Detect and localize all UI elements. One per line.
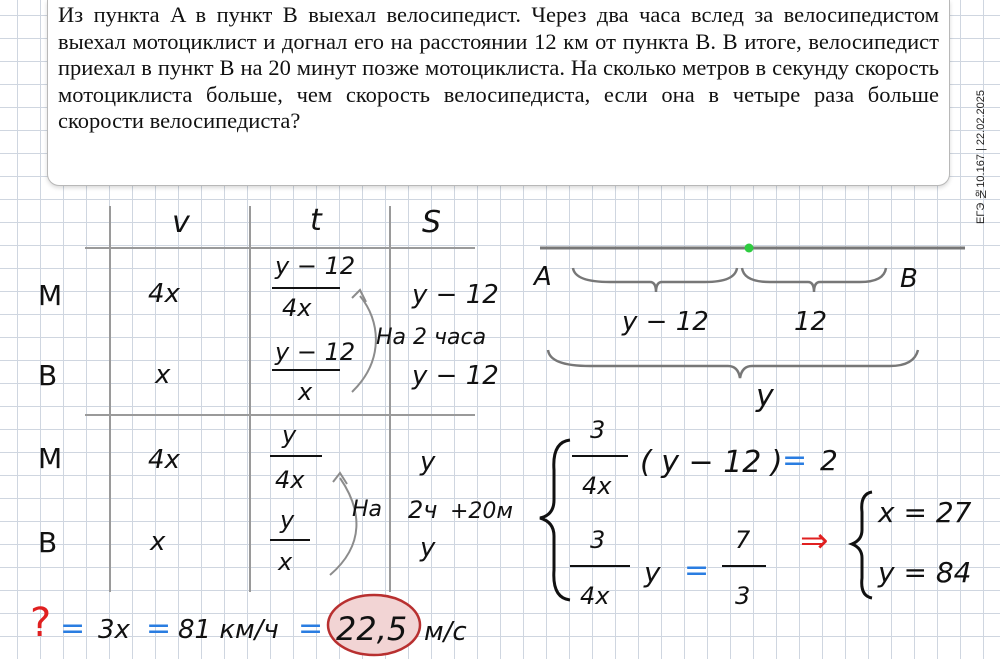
eq2-rhs-num: 7: [735, 526, 751, 554]
cell-t-3-den: 4x: [275, 466, 305, 494]
row-label-b2: B: [38, 526, 58, 559]
col-s-header: S: [422, 205, 442, 240]
eq2-num: 3: [590, 526, 606, 554]
cell-v-2: x: [155, 360, 171, 390]
total-label: y: [756, 379, 774, 414]
system-brace: [540, 440, 570, 600]
answer-unit: м/с: [424, 617, 467, 647]
eq1-paren: ( y − 12 ): [640, 445, 783, 480]
row-label-m1: M: [38, 279, 63, 312]
cell-t-4-num: y: [280, 506, 295, 534]
eq2-eq: =: [684, 553, 710, 588]
cell-v-4: x: [150, 527, 166, 557]
cell-s-2: y − 12: [412, 361, 499, 391]
arrow-bottom-curve: [330, 478, 356, 575]
answer-kmh: 81 км/ч: [178, 615, 279, 645]
cell-t-1: [272, 252, 355, 322]
col-v-header: v: [172, 205, 190, 240]
answer-eq-2: =: [146, 611, 172, 646]
cell-t-2-num: y − 12: [275, 338, 356, 366]
cell-t-1-num: y − 12: [275, 252, 356, 280]
eq2-den: 4x: [580, 582, 610, 610]
cell-s-3: y: [420, 447, 436, 477]
seg-right-label: 12: [794, 307, 828, 337]
cell-v-3: 4x: [148, 445, 180, 475]
note-bottom-a: 2ч: [408, 496, 438, 524]
solution-y: y = 84: [878, 556, 972, 589]
eq1-num: 3: [590, 416, 606, 444]
solution-brace: [852, 492, 872, 598]
arrow-top-curve: [352, 296, 376, 392]
meeting-point: [745, 244, 754, 253]
row-label-m2: M: [38, 442, 63, 475]
seg-left-label: y − 12: [622, 307, 709, 337]
question-mark: ?: [30, 600, 52, 646]
cell-t-3: [270, 421, 322, 494]
row-label-b1: B: [38, 359, 58, 392]
point-a: A: [534, 262, 552, 292]
eq1-den: 4x: [582, 472, 612, 500]
answer-eq-3: =: [298, 611, 324, 646]
brace-right: [742, 268, 886, 292]
cell-t-4-den: x: [278, 548, 293, 576]
brace-total: [548, 350, 918, 378]
implies-arrow: ⇒: [800, 521, 829, 561]
eq1-eq: =: [782, 443, 808, 478]
answer-result: 22,5: [336, 610, 408, 648]
note-bottom-b: +20м: [450, 499, 514, 524]
answer-expr: 3x: [98, 615, 130, 645]
eq2-rhs-den: 3: [735, 582, 751, 610]
cell-v-1: 4x: [148, 279, 180, 309]
side-label: ЕГЭ №10.167 | 22.02.2025: [975, 90, 987, 224]
cell-t-3-num: y: [282, 421, 297, 449]
point-b: B: [900, 264, 918, 294]
equation-1: [572, 416, 838, 500]
note-bottom-prefix: На: [352, 497, 383, 522]
problem-text: Из пункта A в пункт B выехал велосипедист. Через два часа вслед за велосипедистом выехал мотоциклист и догнал его на расстоянии 12 км от пункта B. В итоге, велосипедист приехал в пункт B на 20 минут позже мотоциклиста. На сколько метров в секунду скорость мотоциклиста больше, чем скорость велосипедиста, если она в четыре раза больше скорости велосипедиста?: [58, 2, 939, 133]
cell-t-2: [272, 338, 355, 406]
answer-eq-1: =: [60, 611, 86, 646]
note-top: На 2 часа: [376, 325, 487, 350]
eq2-var: y: [644, 556, 661, 589]
cell-s-4: y: [420, 533, 436, 563]
cell-t-1-den: 4x: [282, 294, 312, 322]
solution-x: x = 27: [878, 496, 972, 529]
cell-s-1: y − 12: [412, 280, 499, 310]
brace-left: [573, 268, 737, 292]
col-t-header: t: [310, 203, 322, 238]
cell-t-4: [270, 506, 310, 576]
cell-t-2-den: x: [298, 378, 313, 406]
eq1-rhs: 2: [820, 444, 838, 477]
equation-2: [570, 526, 766, 610]
